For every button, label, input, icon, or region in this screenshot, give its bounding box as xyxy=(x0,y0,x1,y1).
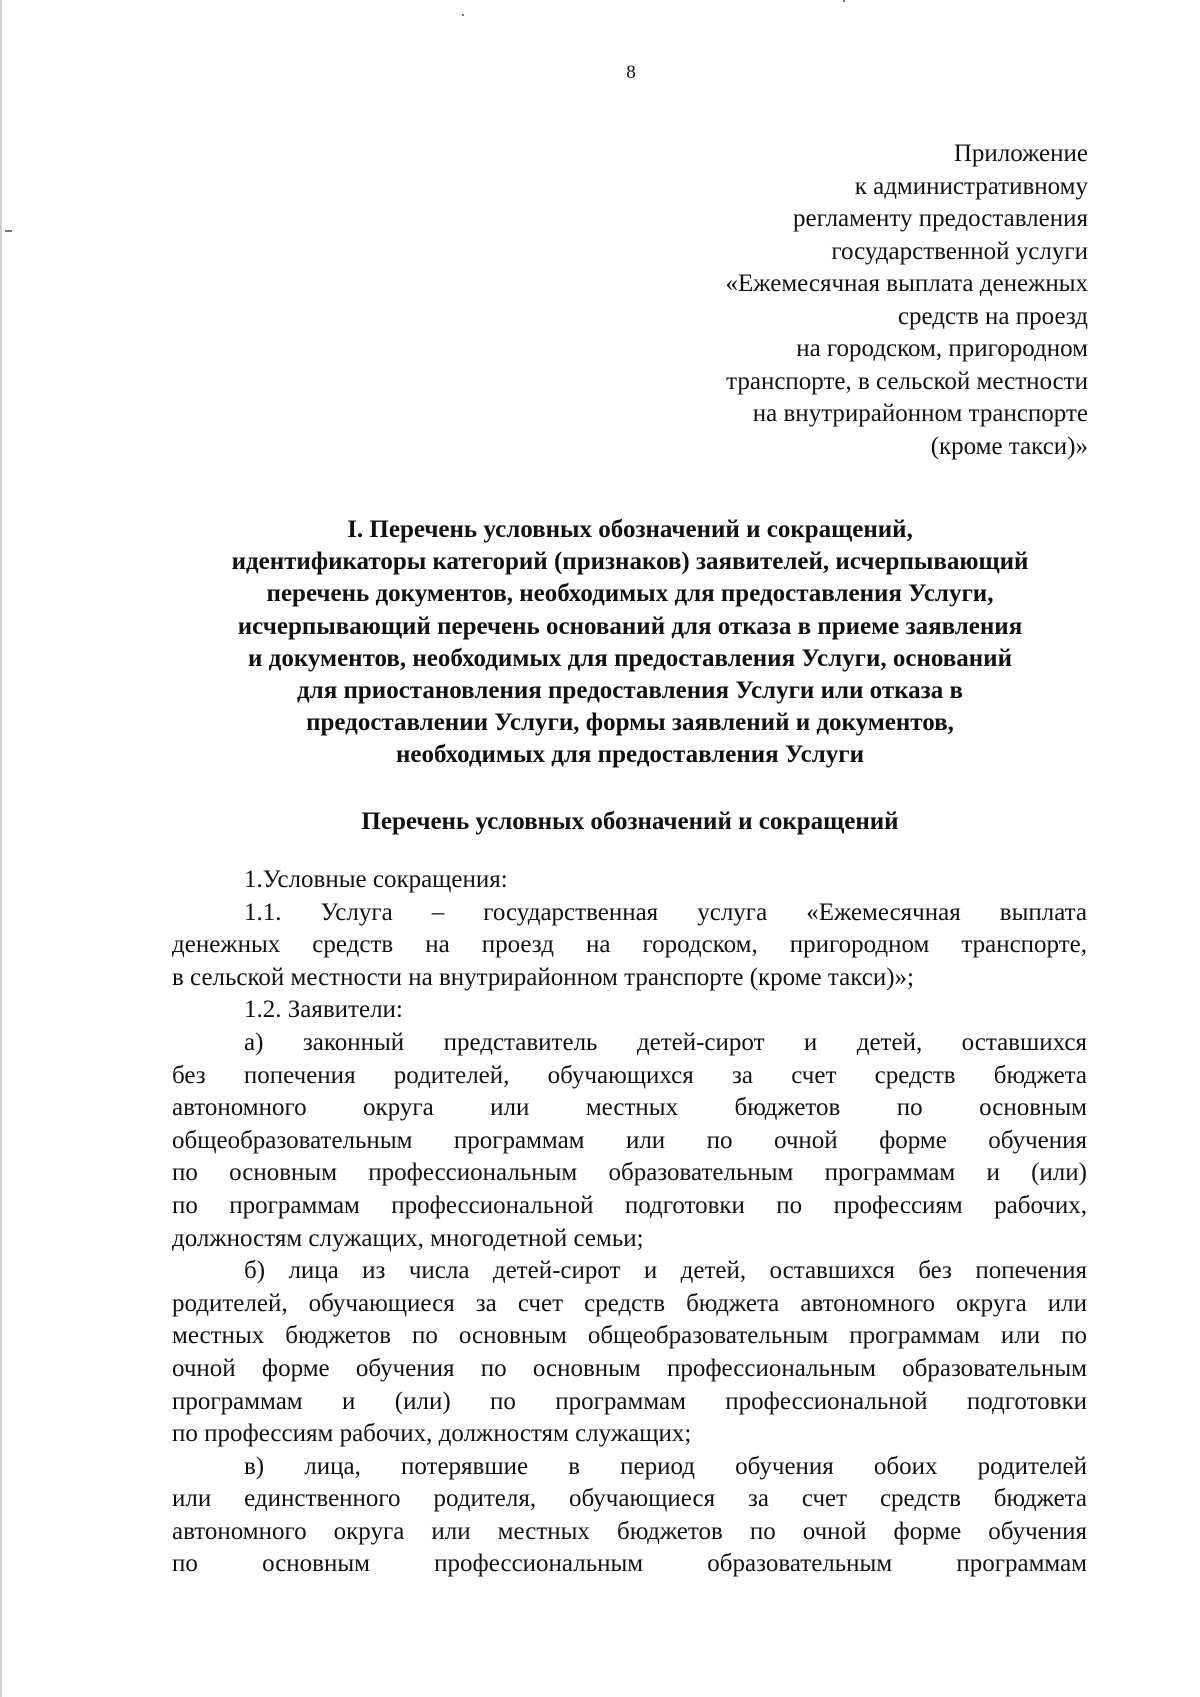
body-text xyxy=(172,864,1087,1581)
body-line: общеобразовательным программам или по очной форме обучения xyxy=(172,1126,1087,1154)
body-line: или единственного родителя, обучающиеся за счет средств бюджета xyxy=(172,1485,1087,1513)
body-line: в) лица, потерявшие в период обучения обоих родителей xyxy=(244,1452,1087,1480)
section-heading-line: исчерпывающий перечень оснований для отказа в приеме заявления xyxy=(237,612,1023,640)
body-line: по профессиям рабочих, должностям служащих; xyxy=(172,1420,692,1448)
body-line: 1.2. Заявители: xyxy=(244,996,403,1024)
body-line: без попечения родителей, обучающихся за счет средств бюджета xyxy=(172,1061,1087,1089)
body-line: местных бюджетов по основным общеобразовательным программам или по xyxy=(172,1322,1087,1350)
body-line: по основным профессиональным образовательным программам xyxy=(172,1550,1087,1578)
subheading: Перечень условных обозначений и сокращений xyxy=(361,808,899,835)
body-line: денежных средств на проезд на городском, пригородном транспорте, xyxy=(172,931,1087,959)
scan-left-edge xyxy=(0,0,2,1697)
body-line: по основным профессиональным образовательным программам и (или) xyxy=(172,1159,1087,1187)
section-heading-line: I. Перечень условных обозначений и сокращений, xyxy=(347,516,913,543)
scan-mark xyxy=(462,14,464,16)
scan-mark xyxy=(5,230,12,232)
appendix-line: транспорте, в сельской местности xyxy=(726,367,1088,395)
appendix-line: (кроме такси)» xyxy=(930,432,1088,460)
scan-mark xyxy=(843,0,845,2)
body-line: должностям служащих, многодетной семьи; xyxy=(172,1224,644,1252)
appendix-line: «Ежемесячная выплата денежных xyxy=(725,270,1088,297)
section-heading-line: для приостановления предоставления Услуги или отказа в xyxy=(297,677,963,705)
body-line: автономного округа или местных бюджетов по основным xyxy=(172,1094,1087,1122)
body-line: 1.1. Услуга – государственная услуга «Ежемесячная выплата xyxy=(244,898,1087,926)
page-number: 8 xyxy=(626,62,636,83)
appendix-line: средств на проезд xyxy=(897,302,1088,330)
body-line: 1.Условные сокращения: xyxy=(244,866,508,893)
appendix-note xyxy=(726,138,1088,463)
section-heading-line: предоставлении Услуги, формы заявлений и документов, xyxy=(306,709,954,737)
body-line: родителей, обучающиеся за счет средств бюджета автономного округа или xyxy=(172,1289,1087,1317)
body-line: б) лица из числа детей-сирот и детей, оставшихся без попечения xyxy=(244,1257,1087,1285)
body-line: очной форме обучения по основным профессиональным образовательным xyxy=(172,1354,1087,1382)
body-line: автономного округа или местных бюджетов по очной форме обучения xyxy=(172,1517,1087,1545)
section-heading-line: и документов, необходимых для предоставления Услуги, оснований xyxy=(248,644,1012,672)
appendix-line: на внутрирайонном транспорте xyxy=(752,400,1088,427)
body-line: а) законный представитель детей-сирот и детей, оставшихся xyxy=(244,1028,1087,1056)
appendix-line: государственной услуги xyxy=(831,237,1088,265)
body-line: программам и (или) по программам профессиональной подготовки xyxy=(172,1387,1087,1415)
appendix-line: Приложение xyxy=(953,140,1088,167)
body-line: по программам профессиональной подготовки по профессиям рабочих, xyxy=(172,1191,1087,1219)
section-heading-line: идентификаторы категорий (признаков) заявителей, исчерпывающий xyxy=(231,548,1029,576)
section-heading-line: необходимых для предоставления Услуги xyxy=(396,741,864,769)
appendix-line: к административному xyxy=(854,172,1088,200)
section-heading-line: перечень документов, необходимых для предоставления Услуги, xyxy=(266,580,994,608)
appendix-line: на городском, пригородном xyxy=(796,335,1088,362)
body-line: в сельской местности на внутрирайонном транспорте (кроме такси)»; xyxy=(172,963,914,991)
section-heading xyxy=(140,514,1120,772)
appendix-line: регламенту предоставления xyxy=(792,205,1088,232)
